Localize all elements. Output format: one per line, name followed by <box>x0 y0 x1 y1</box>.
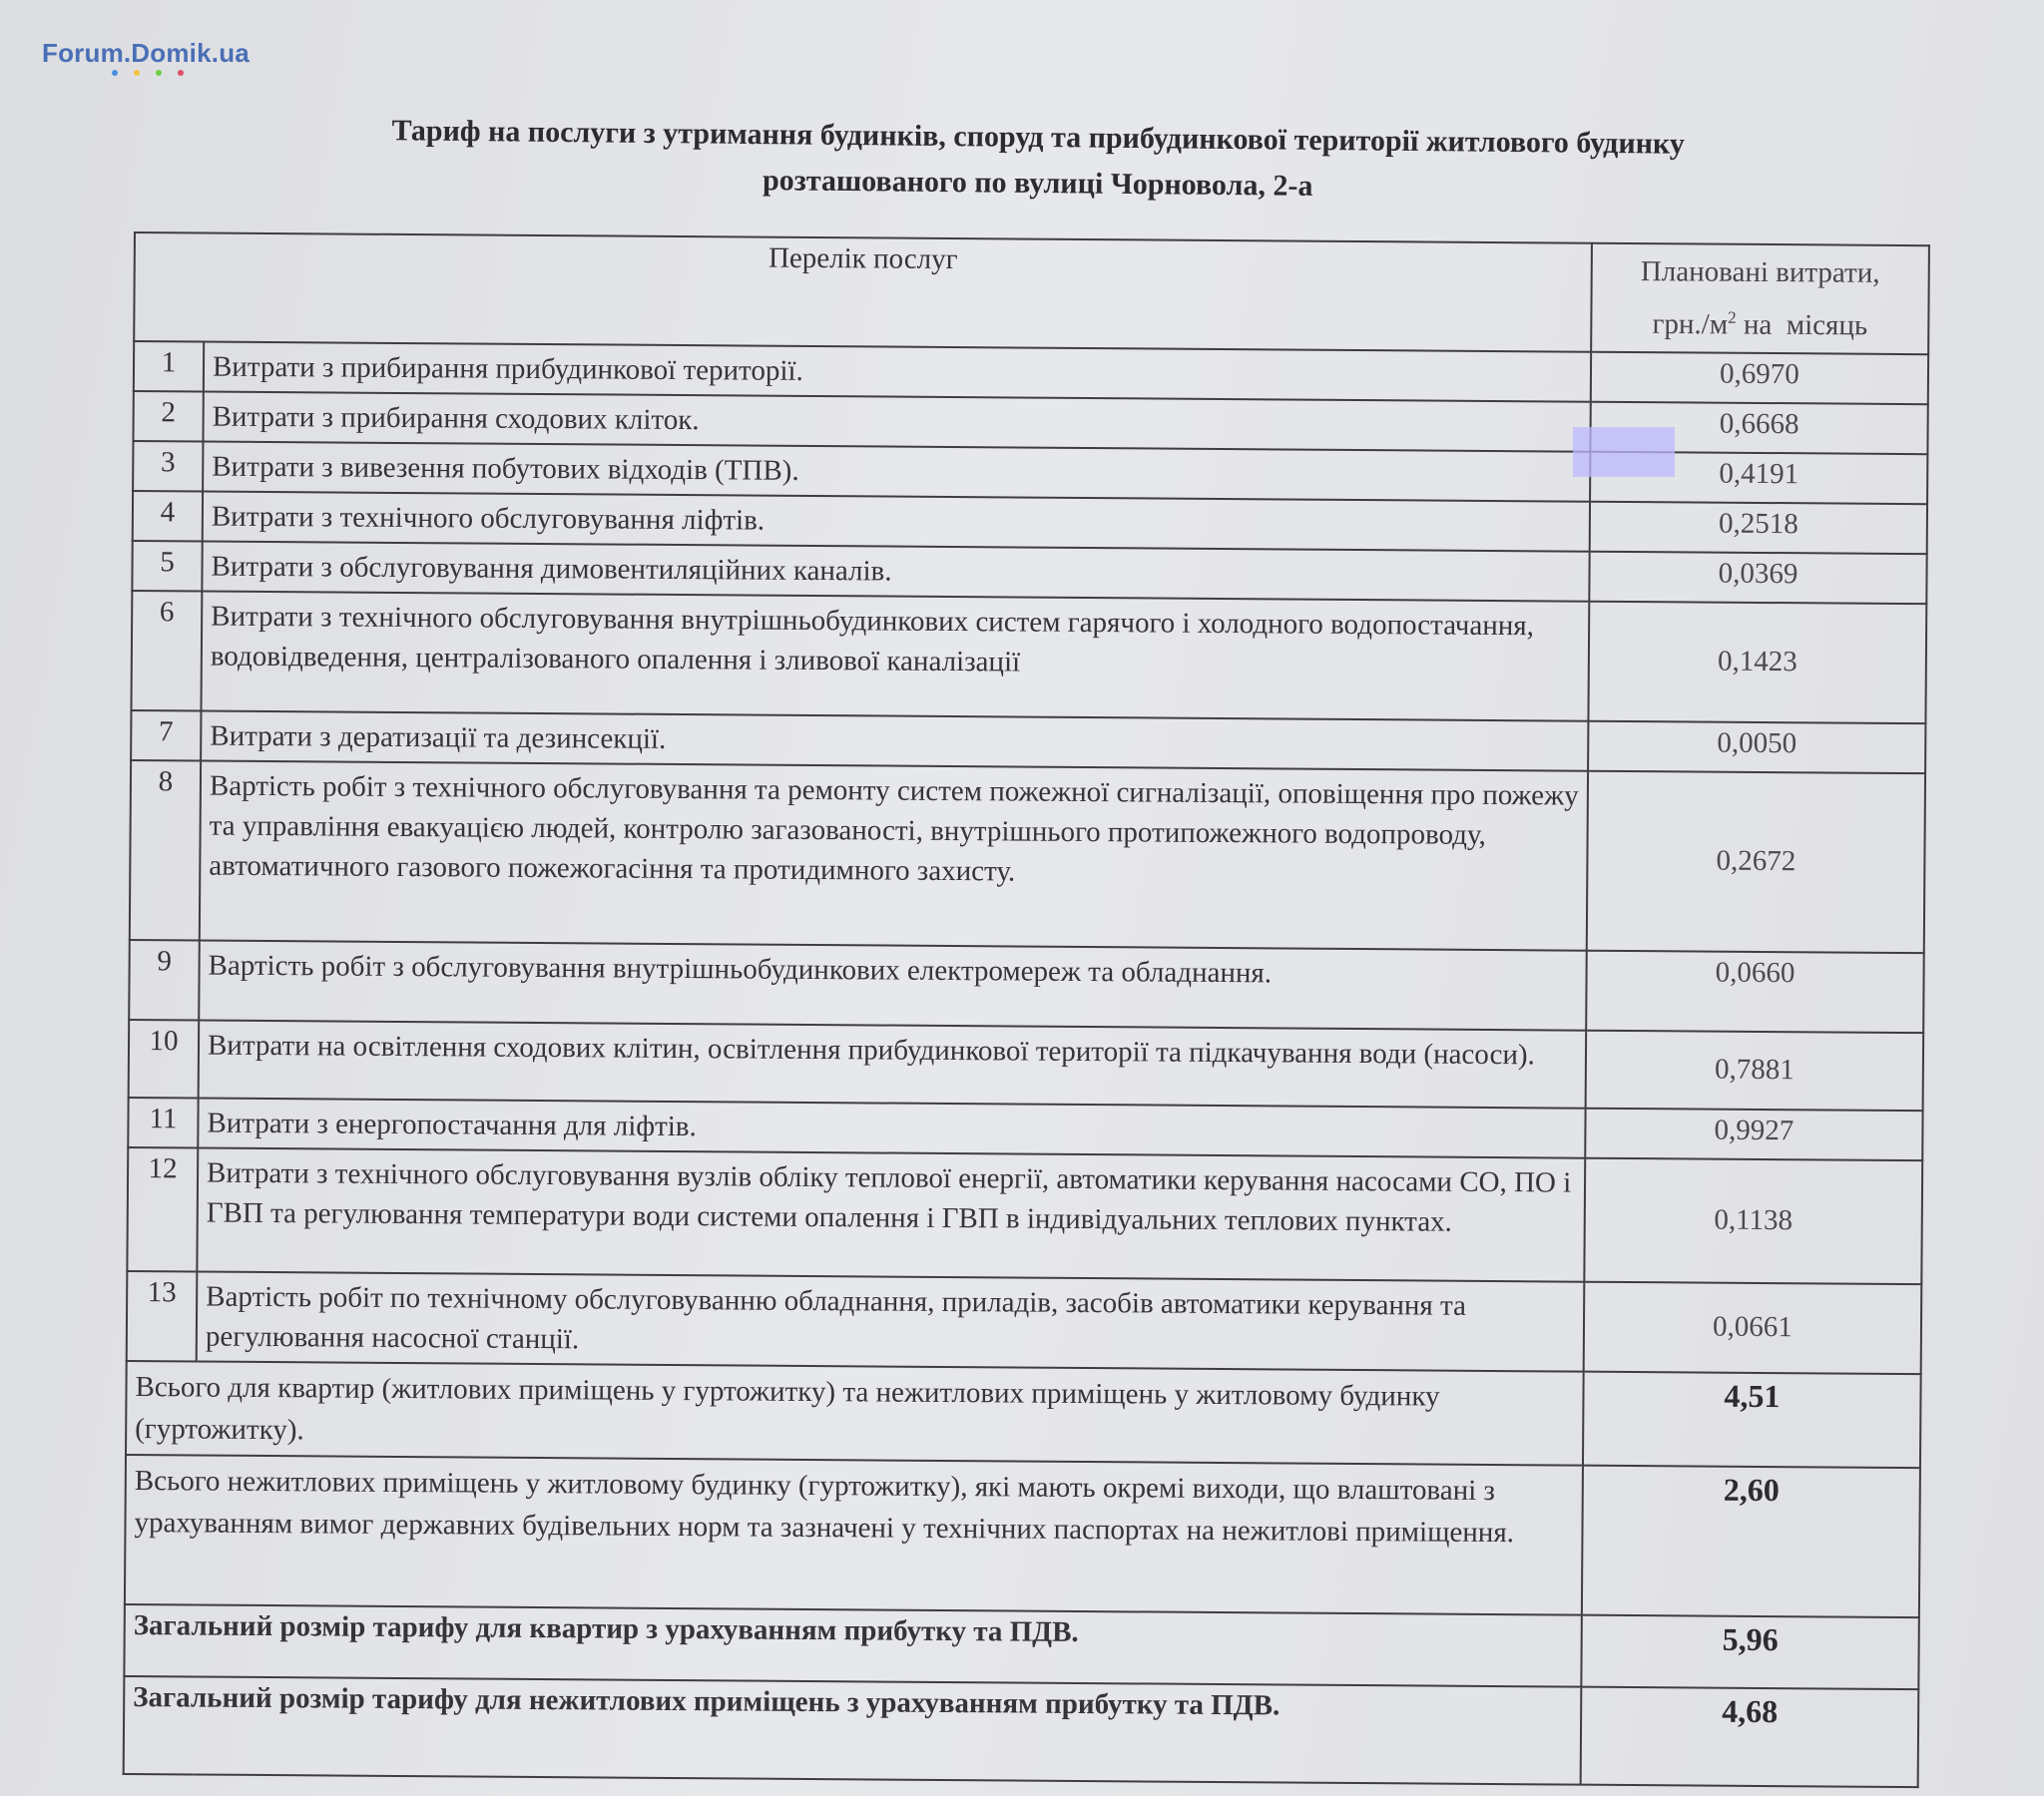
table-row <box>127 1147 1922 1284</box>
row-number: 7 <box>131 710 201 761</box>
service-description: Витрати на освітлення сходових клітин, освітлення прибудинкової території та підкачування води (насоси). <box>199 1020 1587 1108</box>
table-body <box>124 341 1928 1787</box>
watermark-logo: Forum.Domik.ua <box>42 38 250 68</box>
total-tariff-row <box>124 1604 1918 1689</box>
watermark-dot <box>134 70 140 76</box>
header-services: Перелік послуг <box>134 232 1592 351</box>
total-tariff-value: 5,96 <box>1581 1614 1919 1688</box>
watermark-dot <box>178 70 184 76</box>
summary-row <box>126 1361 1921 1468</box>
planned-cost-value: 0,2518 <box>1590 501 1927 553</box>
planned-cost-value: 0,7881 <box>1586 1030 1924 1110</box>
header-cost-sup: 2 <box>1728 307 1737 327</box>
planned-cost-value: 0,0660 <box>1586 950 1924 1032</box>
table-row <box>129 940 1924 1033</box>
service-description: Вартість робіт з технічного обслуговування та ремонту систем пожежної сигналізації, оповіщення про пожежу та управління евакуацією людей, контролю загазованості, внутрішнього протипожежного водопроводу, автоматичного газового пожежогасіння та протидимного захисту. <box>200 760 1588 950</box>
summary-value: 2,60 <box>1582 1465 1920 1616</box>
planned-cost-value: 0,9927 <box>1585 1108 1922 1159</box>
header-cost-tail: на місяць <box>1736 308 1868 342</box>
summary-description: Всього нежитлових приміщень у житловому будинку (гуртожитку), які мають окремі виходи, що влаштовані з урахуванням вимог державних будівельних норм та зазначені у технічних паспортах на нежитлові приміщення. <box>125 1455 1583 1615</box>
service-description: Витрати з обслуговування димовентиляційних каналів. <box>202 541 1589 601</box>
planned-cost-value: 0,1138 <box>1584 1157 1922 1283</box>
row-number: 5 <box>132 541 202 592</box>
header-planned-costs <box>1591 243 1929 354</box>
service-description: Витрати з технічного обслуговування внутрішньобудинкових систем гарячого і холодного водопостачання, водовідведення, централізованого опалення і зливової каналізації <box>201 591 1589 720</box>
planned-cost-value: 0,0050 <box>1588 720 1925 772</box>
row-number: 9 <box>129 940 200 1021</box>
summary-description: Всього для квартир (житлових приміщень у гуртожитку) та нежитлових приміщень у житловому будинку (гуртожитку). <box>126 1361 1584 1466</box>
planned-cost-value: 0,6668 <box>1590 401 1927 453</box>
table-header-row <box>134 232 1929 354</box>
header-cost-line1: Плановані витрати, <box>1640 255 1880 289</box>
total-tariff-row <box>124 1676 1919 1787</box>
row-number: 11 <box>128 1098 198 1148</box>
table-row <box>131 591 1926 723</box>
service-description: Витрати з технічного обслуговування вузлів обліку теплової енергії, автоматики керування насосами СО, ПО і ГВП та регулювання температури води системи опалення і ГВП в індивідуальних теплових пунктах. <box>197 1147 1585 1281</box>
service-description: Витрати з прибирання сходових кліток. <box>203 391 1590 451</box>
planned-cost-value: 0,4191 <box>1590 451 1927 503</box>
row-number: 12 <box>127 1147 198 1272</box>
header-cost-unit: грн./м <box>1652 307 1729 341</box>
planned-cost-value: 0,0369 <box>1589 551 1926 603</box>
service-description: Витрати з дератизації та дезинсекції. <box>201 710 1588 770</box>
summary-value: 4,51 <box>1583 1371 1921 1467</box>
service-description: Витрати з енергопостачання для ліфтів. <box>198 1098 1585 1157</box>
highlight-mark <box>1573 427 1675 477</box>
row-number: 13 <box>127 1271 198 1362</box>
watermark-dot <box>112 70 118 76</box>
service-description: Вартість робіт з обслуговування внутрішньобудинкових електромереж та обладнання. <box>199 940 1587 1030</box>
total-tariff-description: Загальний розмір тарифу для нежитлових приміщень з урахуванням прибутку та ПДВ. <box>124 1676 1582 1785</box>
service-description: Витрати з прибирання прибудинкової території. <box>204 341 1591 401</box>
summary-row <box>125 1455 1920 1617</box>
service-description: Витрати з вивезення побутових відходів (ТПВ). <box>203 441 1590 501</box>
row-number: 4 <box>133 491 203 542</box>
title-line-1: Тариф на послуги з утримання будинків, споруд та прибудинкової території житлового будинку <box>391 114 1686 161</box>
row-number: 3 <box>133 441 203 492</box>
total-tariff-description: Загальний розмір тарифу для квартир з урахуванням прибутку та ПДВ. <box>124 1604 1581 1687</box>
planned-cost-value: 0,1423 <box>1588 601 1926 722</box>
service-description: Витрати з технічного обслуговування ліфтів. <box>203 491 1590 551</box>
planned-cost-value: 0,2672 <box>1587 770 1925 952</box>
row-number: 8 <box>130 760 201 941</box>
watermark-dots <box>112 70 192 76</box>
table-row <box>129 1020 1924 1111</box>
table-row <box>130 760 1925 953</box>
title-line-2: розташованого по вулиці Чорновола, 2-а <box>762 164 1313 203</box>
total-tariff-value: 4,68 <box>1581 1686 1919 1786</box>
planned-cost-value: 0,0661 <box>1584 1281 1922 1373</box>
table-row <box>127 1271 1922 1374</box>
row-number: 1 <box>134 341 204 392</box>
row-number: 6 <box>131 591 202 711</box>
planned-cost-value: 0,6970 <box>1591 351 1928 403</box>
row-number: 2 <box>133 391 203 442</box>
row-number: 10 <box>129 1020 200 1099</box>
document-title <box>140 106 1937 217</box>
service-description: Вартість робіт по технічному обслуговуванню обладнання, приладів, засобів автоматики керування та регулювання насосної станції. <box>197 1271 1585 1371</box>
watermark-dot <box>156 70 162 76</box>
